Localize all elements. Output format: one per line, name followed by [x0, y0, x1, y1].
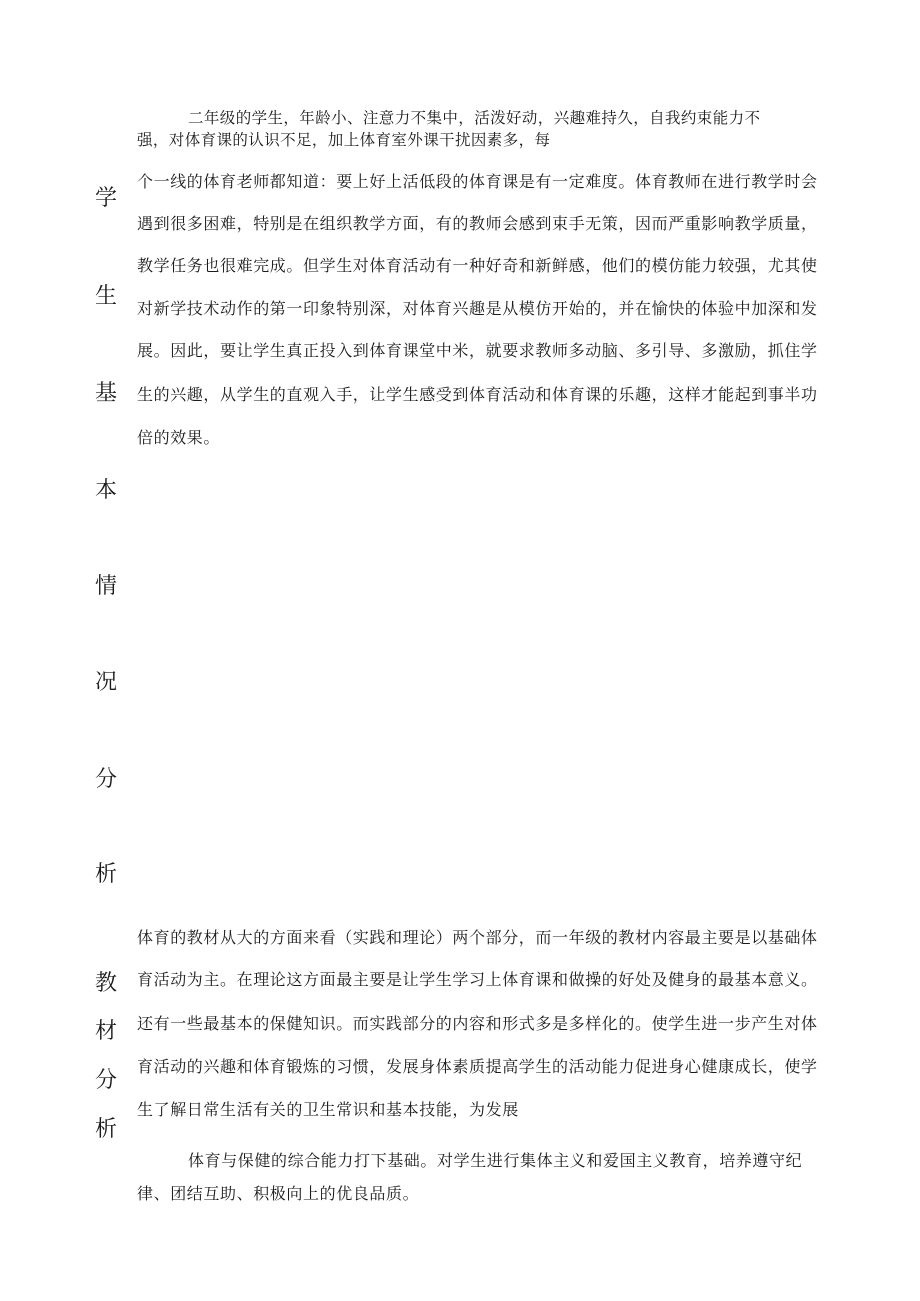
side-label-char: 析 — [94, 862, 117, 887]
side-label-char: 情 — [94, 574, 117, 599]
side-label-char: 生 — [94, 284, 117, 309]
paragraph-line: 教学任务也很难完成。但学生对体育活动有一种好奇和新鲜感，他们的模仿能力较强，尤其使 — [137, 256, 818, 275]
side-label-char: 基 — [94, 381, 117, 406]
side-label-char: 教 — [94, 971, 117, 996]
side-label-clipped — [88, 862, 124, 887]
paragraph-line: 还有一些最基本的保健知识。而实践部分的内容和形式多是多样化的。使学生进一步产生对体 — [137, 1014, 818, 1033]
side-label-char: 材 — [94, 1019, 117, 1044]
side-label-char: 况 — [94, 670, 117, 695]
side-label-char: 分 — [94, 1068, 117, 1093]
paragraph-line: 对新学技术动作的第一印象特别深，对体育兴趣是从模仿开始的，并在愉快的体验中加深和发 — [137, 299, 818, 318]
paragraph-line: 生了解日常生活有关的卫生常识和基本技能，为发展 — [137, 1100, 519, 1119]
side-label-char: 本 — [94, 478, 117, 503]
side-label-char: 析 — [94, 1117, 117, 1142]
paragraph-line: 倍的效果。 — [137, 428, 221, 447]
paragraph-line: 遇到很多困难，特别是在组织教学方面，有的教师会感到束手无策，因而严重影响教学质量， — [137, 214, 818, 233]
side-label-char: 学 — [94, 186, 117, 211]
side-label-char: 分 — [94, 767, 117, 792]
paragraph-line: 体育的教材从大的方面来看（实践和理论）两个部分，而一年级的教材内容最主要是以基础体 — [137, 928, 818, 947]
paragraph-line: 律、团结互助、积极向上的优良品质。 — [137, 1184, 420, 1203]
paragraph-line: 育活动的兴趣和体育锻炼的习惯，发展身体素质提高学生的活动能力促进身心健康成长，使学 — [137, 1057, 818, 1076]
paragraph-line: 生的兴趣，从学生的直观入手，让学生感受到体育活动和体育课的乐趣，这样才能起到事半功 — [137, 385, 818, 404]
paragraph-line: 个一线的体育老师都知道：要上好上活低段的体育课是有一定难度。体育教师在进行教学时会 — [137, 172, 818, 191]
paragraph-line: 强，对体育课的认识不足，加上体育室外课干扰因素多，每 — [137, 131, 551, 149]
paragraph-line: 体育与保健的综合能力打下基础。对学生进行集体主义和爱国主义教育，培养遵守纪 — [188, 1151, 803, 1170]
paragraph-line: 展。因此，要让学生真正投入到体育课堂中米，就要求教师多动脑、多引导、多激励，抓住学 — [137, 341, 818, 360]
paragraph-line: 育活动为主。在理论这方面最主要是让学生学习上体育课和做操的好处及健身的最基本意义。 — [137, 970, 818, 989]
paragraph-line: 二年级的学生，年龄小、注意力不集中，活泼好动，兴趣难持久，自我约束能力不 — [188, 109, 761, 127]
